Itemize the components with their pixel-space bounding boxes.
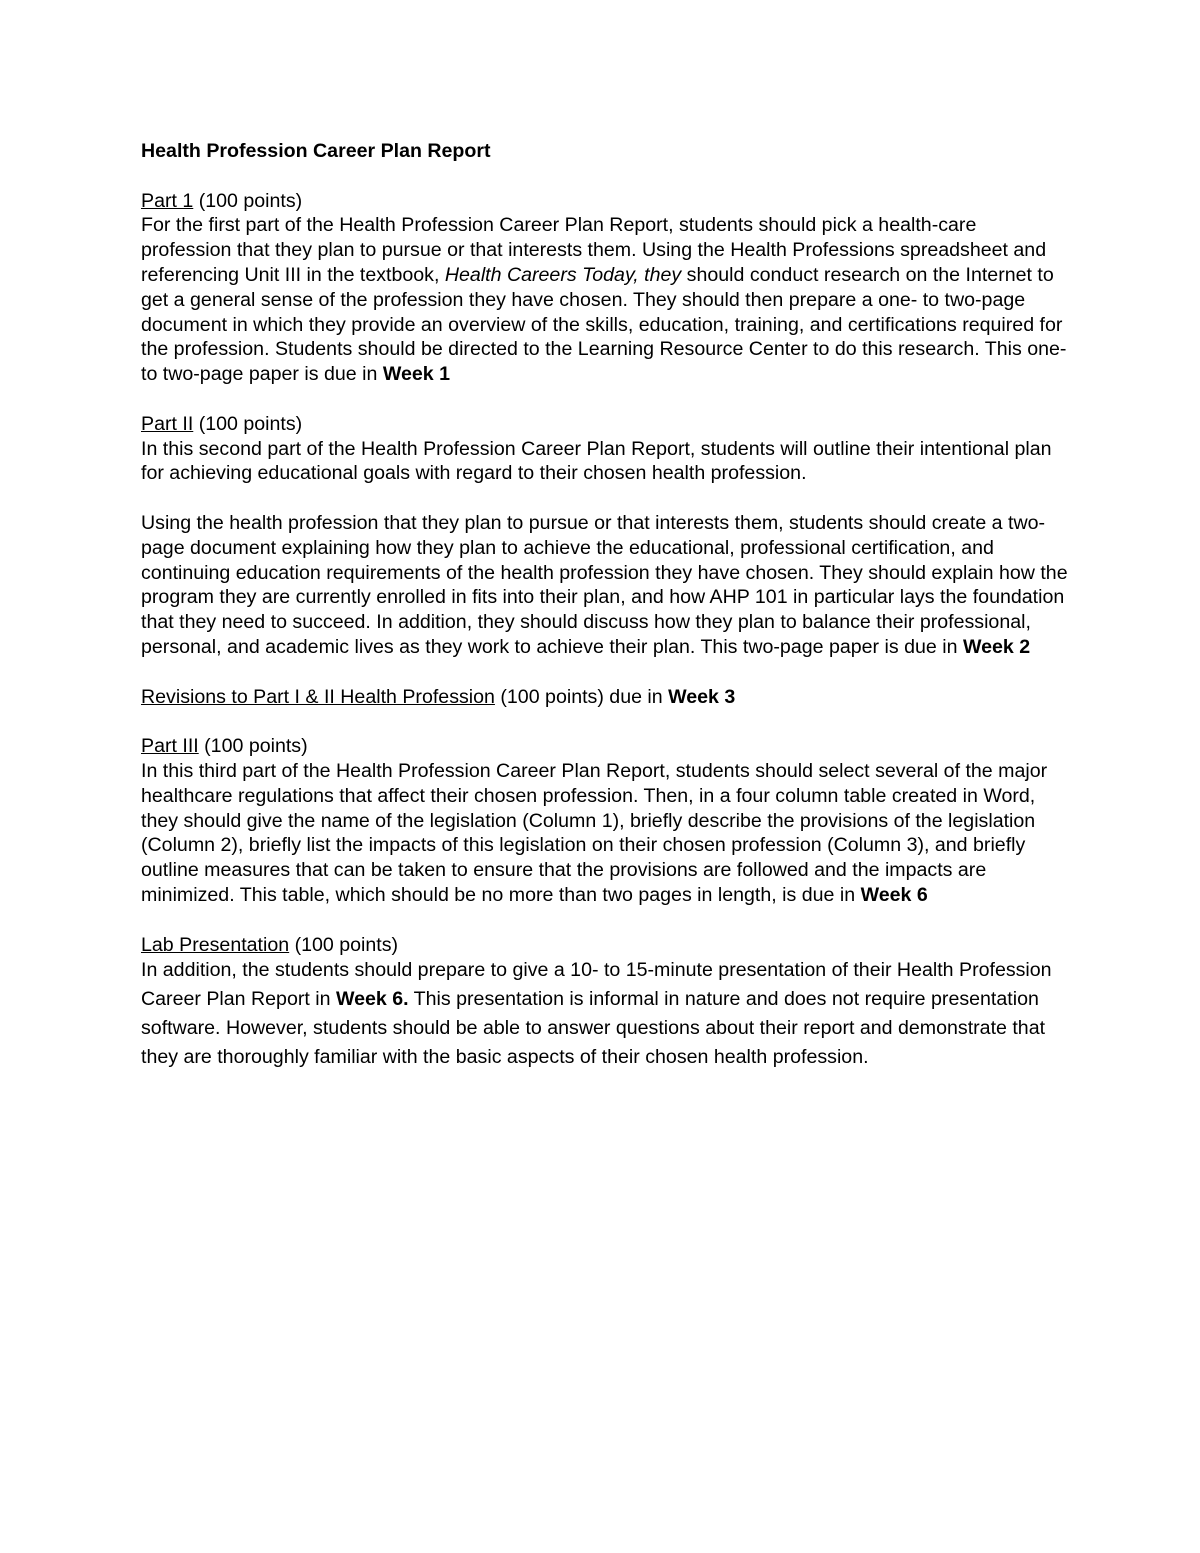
part1-section [141,189,1071,387]
part2-continued [141,511,1071,660]
part1-textbook-title: Health Careers Today, they [444,263,682,286]
revisions-line [141,685,1071,710]
lab-section [141,933,1071,1073]
part2-points: (100 points) [193,412,303,435]
part3-body [141,759,1071,908]
part1-heading: Part 1 [141,189,194,212]
part3-section [141,734,1071,908]
part1-due: Week 1 [382,363,450,386]
part3-due: Week 6 [860,883,928,906]
lab-due: Week 6. [335,988,409,1011]
part3-points: (100 points) [198,735,308,758]
part3-heading-line [141,734,1071,759]
part3-text: In this third part of the Health Profession Career Plan Report, students should select several of the major healthcare regulations that affect their chosen profession. Then, in a four column table created in Word, they should give the name of the legislation (Column 1), briefly describe the provisions of the legislation (Column 2), briefly list the impacts of this legislation on their chosen profession (Column 3), and briefly outline measures that can be taken to ensure that the provisions are followed and the impacts are minimized. This table, which should be no more than two pages in length, is due in [141,759,1048,906]
part3-heading: Part III [141,735,199,758]
document-page [141,139,1071,1097]
part1-text-a: For the first part of the Health Profession Career Plan Report, students should pick a health-care profession that they plan to pursue or that interests them. Using the Health Professions spreadsheet and referencing Unit III in the textbook, [141,214,1047,286]
document-title: Health Profession Career Plan Report [141,140,491,162]
lab-heading: Lab Presentation [141,933,290,956]
part2-text-2: Using the health profession that they plan to pursue or that interests them, students should create a two-page document explaining how they plan to achieve the educational, professional certification, and continuing education requirements of the health profession they have chosen. They should explain how the program they are currently enrolled in fits into their plan, and how AHP 101 in particular lays the foundation that they need to succeed. In addition, they should discuss how they plan to balance their professional, personal, and academic lives as they work to achieve their plan. This two-page paper is due in [141,511,1068,658]
part1-body [141,213,1071,387]
part2-heading-line [141,412,1071,437]
revisions-text: (100 points) due in [494,685,669,708]
part2-heading: Part II [141,412,194,435]
lab-text-b: This presentation is informal in nature and does not require presentation software. However, students should be able to answer questions about their report and demonstrate that they are thoroughly familiar with the basic aspects of their chosen health profession. [141,988,1046,1069]
lab-points: (100 points) [289,933,399,956]
part1-heading-line [141,189,1071,214]
part2-body-1: In this second part of the Health Profession Career Plan Report, students will outline their intentional plan for achieving educational goals with regard to their chosen health profession. [141,437,1052,485]
revisions-heading: Revisions to Part I & II Health Profession [141,685,495,708]
part2-due: Week 2 [962,635,1031,658]
part2-body-2 [141,511,1071,660]
lab-text-a: In addition, the students should prepare to give a 10- to 15-minute presentation of their Health Profession Career Plan Report in [141,959,1052,1011]
part1-points: (100 points) [193,189,303,212]
revisions-due: Week 3 [668,685,736,708]
part1-text-b: should conduct research on the Internet to get a general sense of the profession they have chosen. They should then prepare a one- to two-page document in which they provide an overview of the skills, education, training, and certifications required for the profession. Students should be directed to the Learning Resource Center to do this research. This one- to two-page paper is due in [141,263,1067,386]
revisions-section [141,685,1071,710]
lab-body [141,956,1071,1072]
part2-section [141,412,1071,486]
lab-heading-line [141,933,1071,958]
